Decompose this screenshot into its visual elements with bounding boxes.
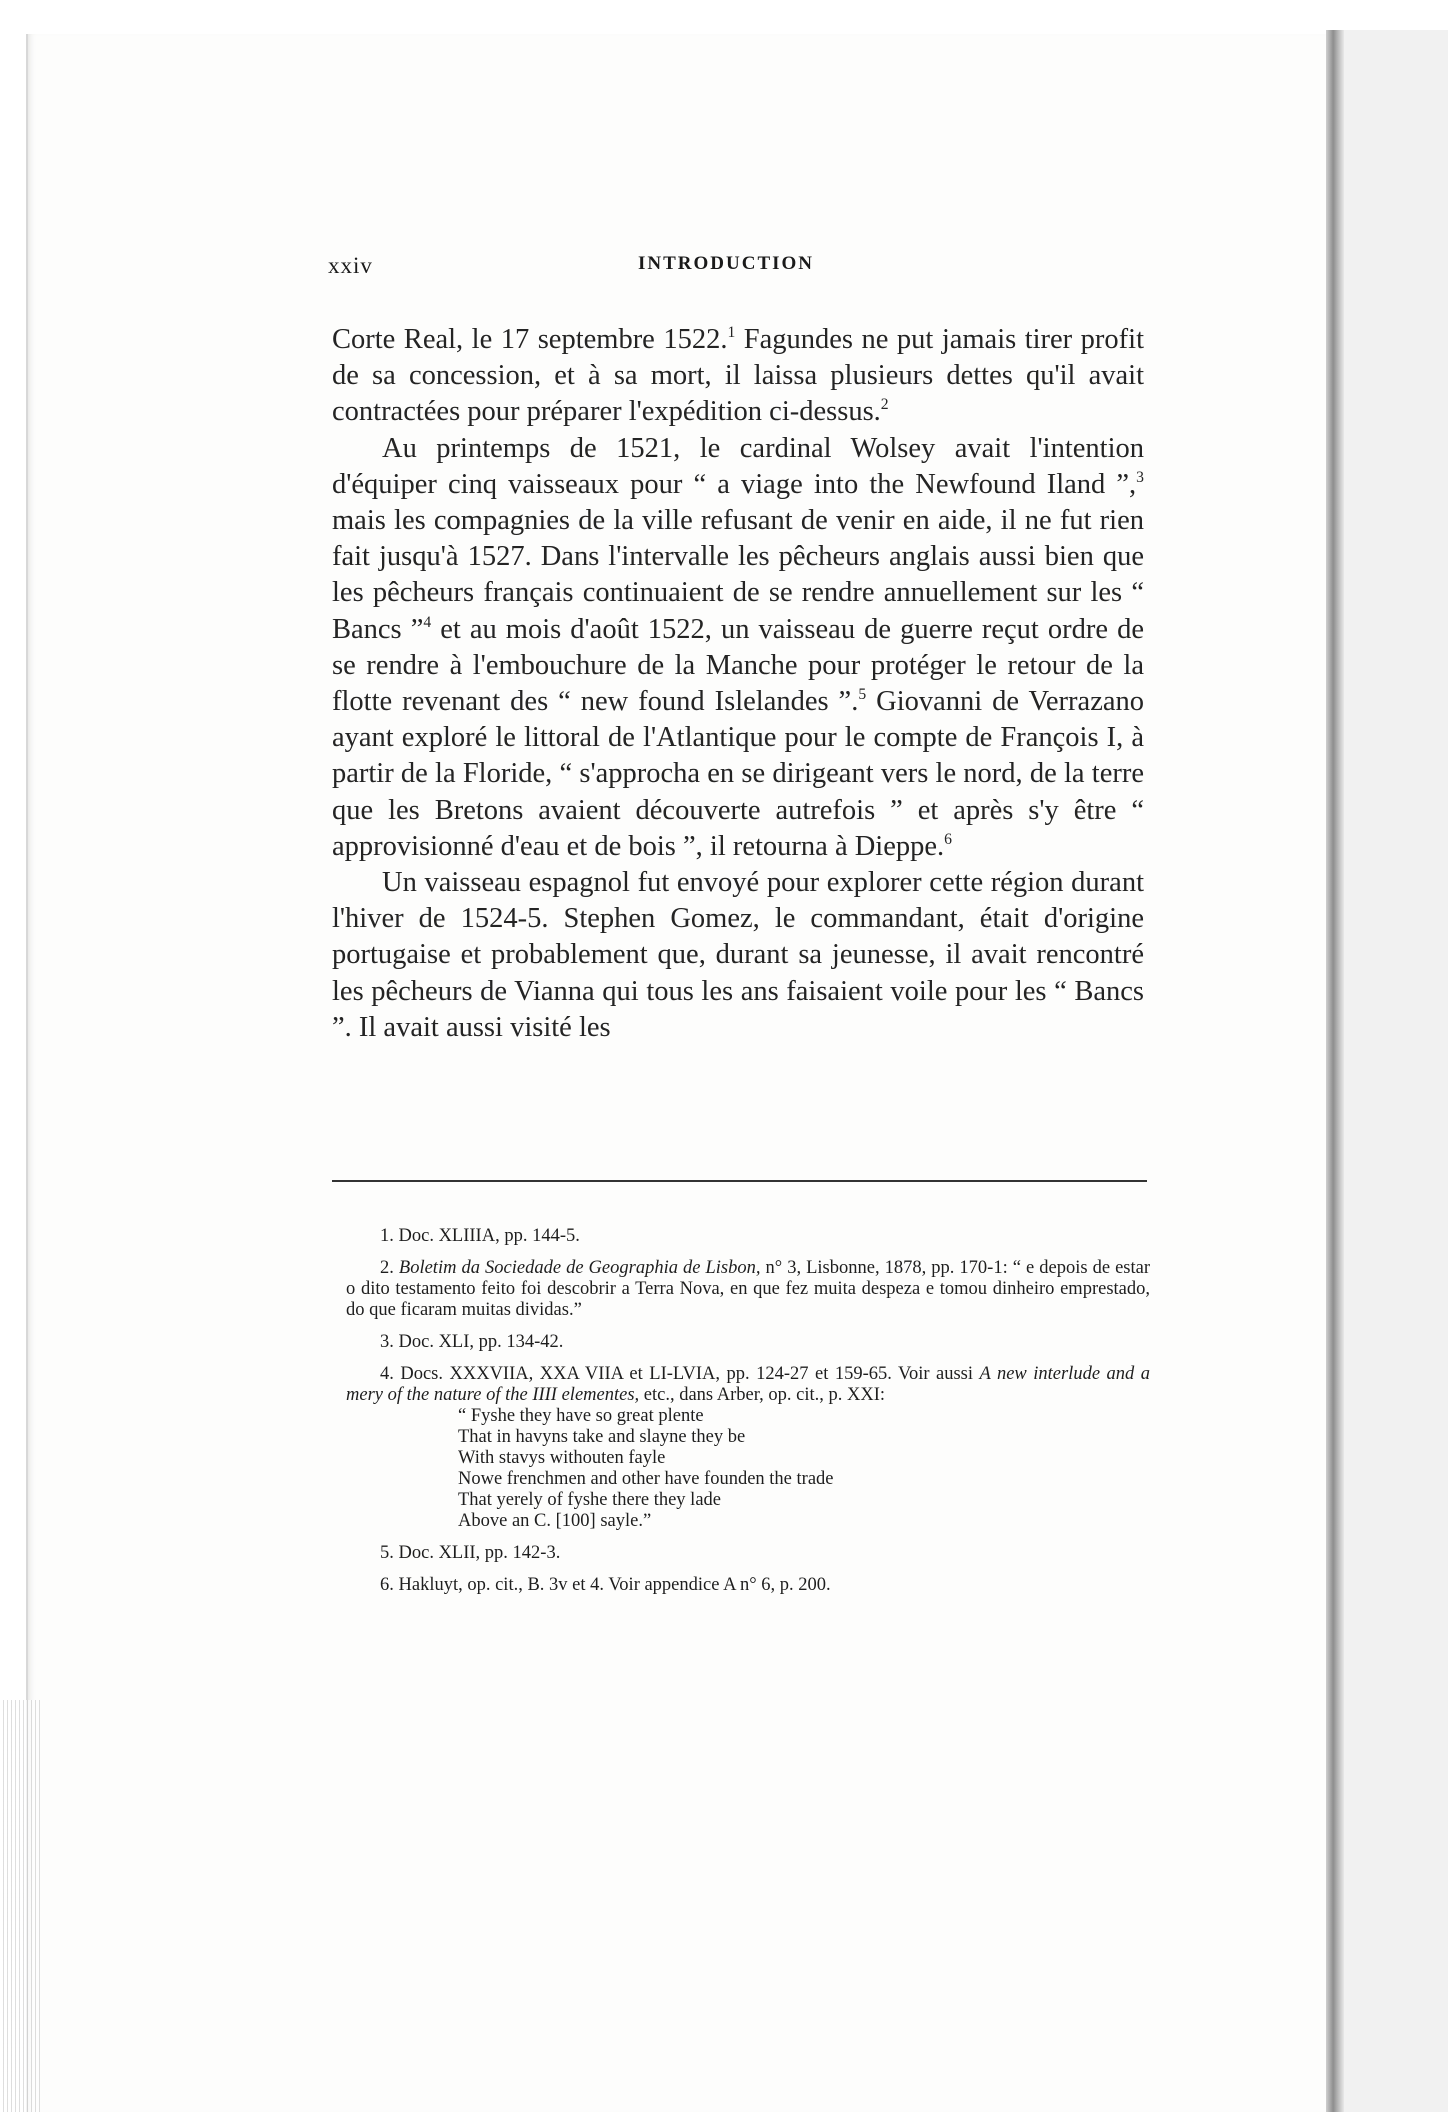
- text-run: Corte Real, le 17 septembre 1522.: [332, 324, 728, 355]
- text-run: Fagundes ne put jamais tirer profit de sa concession, et à sa mort, il laissa plusieurs dettes qu'il avait contractées pour préparer l'expédition ci-dessus.: [332, 324, 1144, 428]
- body-text: [332, 322, 1144, 1046]
- footnote-text: etc., dans Arber, op. cit., p. XXI:: [639, 1385, 886, 1405]
- footnote-ref-5: 5: [858, 686, 867, 704]
- footnote-title: Boletim da Sociedade de Geographia de Lisbon,: [398, 1258, 761, 1278]
- footnote-text: 4. Docs. XXXVIIA, XXA VIIA et LI-LVIA, pp. 124-27 et 159-65. Voir aussi: [380, 1364, 980, 1384]
- page-edges: [0, 1700, 40, 2112]
- verse-quote: [346, 1406, 1150, 1532]
- text-run: mais les compagnies de la ville refusant de venir en aide, il ne fut rien fait jusqu'à 1527. Dans l'intervalle les pêcheurs anglais aussi bien que les pêcheurs français continuaient de se rendre annuellement sur les “ Bancs ”: [332, 505, 1144, 645]
- running-head: [328, 253, 1148, 283]
- footnotes: [346, 1226, 1150, 1607]
- running-title: INTRODUCTION: [638, 253, 815, 274]
- footnote-5: 5. Doc. XLII, pp. 142-3.: [380, 1543, 561, 1563]
- scan-background: [1344, 30, 1448, 2112]
- text-run: Au printemps de 1521, le cardinal Wolsey avait l'intention d'équiper cinq vaisseaux pour “ a viage into the Newfound Iland ”,: [332, 432, 1144, 500]
- scan-top-margin: [0, 0, 1448, 36]
- footnote-title: A new interlude and a mery of the nature of the IIII elementes,: [346, 1364, 1150, 1405]
- footnote-1: 1. Doc. XLIIIA, pp. 144-5.: [380, 1226, 580, 1246]
- paragraph-1: [332, 322, 1144, 431]
- footnote-4: [346, 1364, 1150, 1406]
- footnote-text: n° 3, Lisbonne, 1878, pp. 170-1: “ e depois de estar o dito testamento feito foi descobrir a Terra Nova, en que fez muita despeza e tomou dinheiro emprestado, do que ficaram muitas dividas.”: [346, 1258, 1150, 1320]
- footnote-separator: [332, 1180, 1147, 1182]
- text-run: Giovanni de Verrazano ayant exploré le littoral de l'Atlantique pour le compte de François I, à partir de la Floride, “ s'approcha en se dirigeant vers le nord, de la terre que les Bretons avaient découverte autrefois ” et après s'y être “ approvisionné d'eau et de bois ”, il retourna à Dieppe.: [332, 686, 1144, 862]
- footnote-ref-6: 6: [944, 830, 952, 848]
- footnote-6: 6. Hakluyt, op. cit., B. 3v et 4. Voir appendice A n° 6, p. 200.: [380, 1575, 831, 1595]
- verse-line: That in havyns take and slayne they be: [458, 1427, 746, 1447]
- footnote-number: 2.: [380, 1258, 394, 1278]
- footnote-ref-4: 4: [423, 613, 432, 631]
- footnote-ref-3: 3: [1136, 468, 1144, 486]
- footnote-ref-1: 1: [727, 324, 736, 342]
- verse-line: That yerely of fyshe there they lade: [458, 1490, 721, 1510]
- page-number: xxiv: [328, 253, 373, 278]
- footnote-ref-2: 2: [880, 396, 889, 414]
- text-run: Un vaisseau espagnol fut envoyé pour explorer cette région durant l'hiver de 1524-5. Stephen Gomez, le commandant, était d'origine portugaise et probablement que, durant sa jeunesse, il avait rencontré les pêcheurs de Vianna qui tous les ans faisaient voile pour les “ Bancs ”. Il avait aussi visité les: [332, 867, 1144, 1043]
- verse-line: “ Fyshe they have so great plente: [458, 1406, 704, 1426]
- footnote-3: 3. Doc. XLI, pp. 134-42.: [380, 1332, 564, 1352]
- footnote-2: [346, 1258, 1150, 1321]
- book-spine-shadow: [1326, 30, 1344, 2112]
- paragraph-3: [332, 865, 1144, 1046]
- verse-line: With stavys withouten fayle: [458, 1448, 666, 1468]
- text-run: et au mois d'août 1522, un vaisseau de guerre reçut ordre de se rendre à l'embouchure de la Manche pour protéger le retour de la flotte revenant des “ new found Islelandes ”.: [332, 613, 1144, 718]
- verse-line: Above an C. [100] sayle.”: [458, 1511, 652, 1531]
- verse-line: Nowe frenchmen and other have founden the trade: [458, 1469, 834, 1489]
- paragraph-2: [332, 431, 1144, 865]
